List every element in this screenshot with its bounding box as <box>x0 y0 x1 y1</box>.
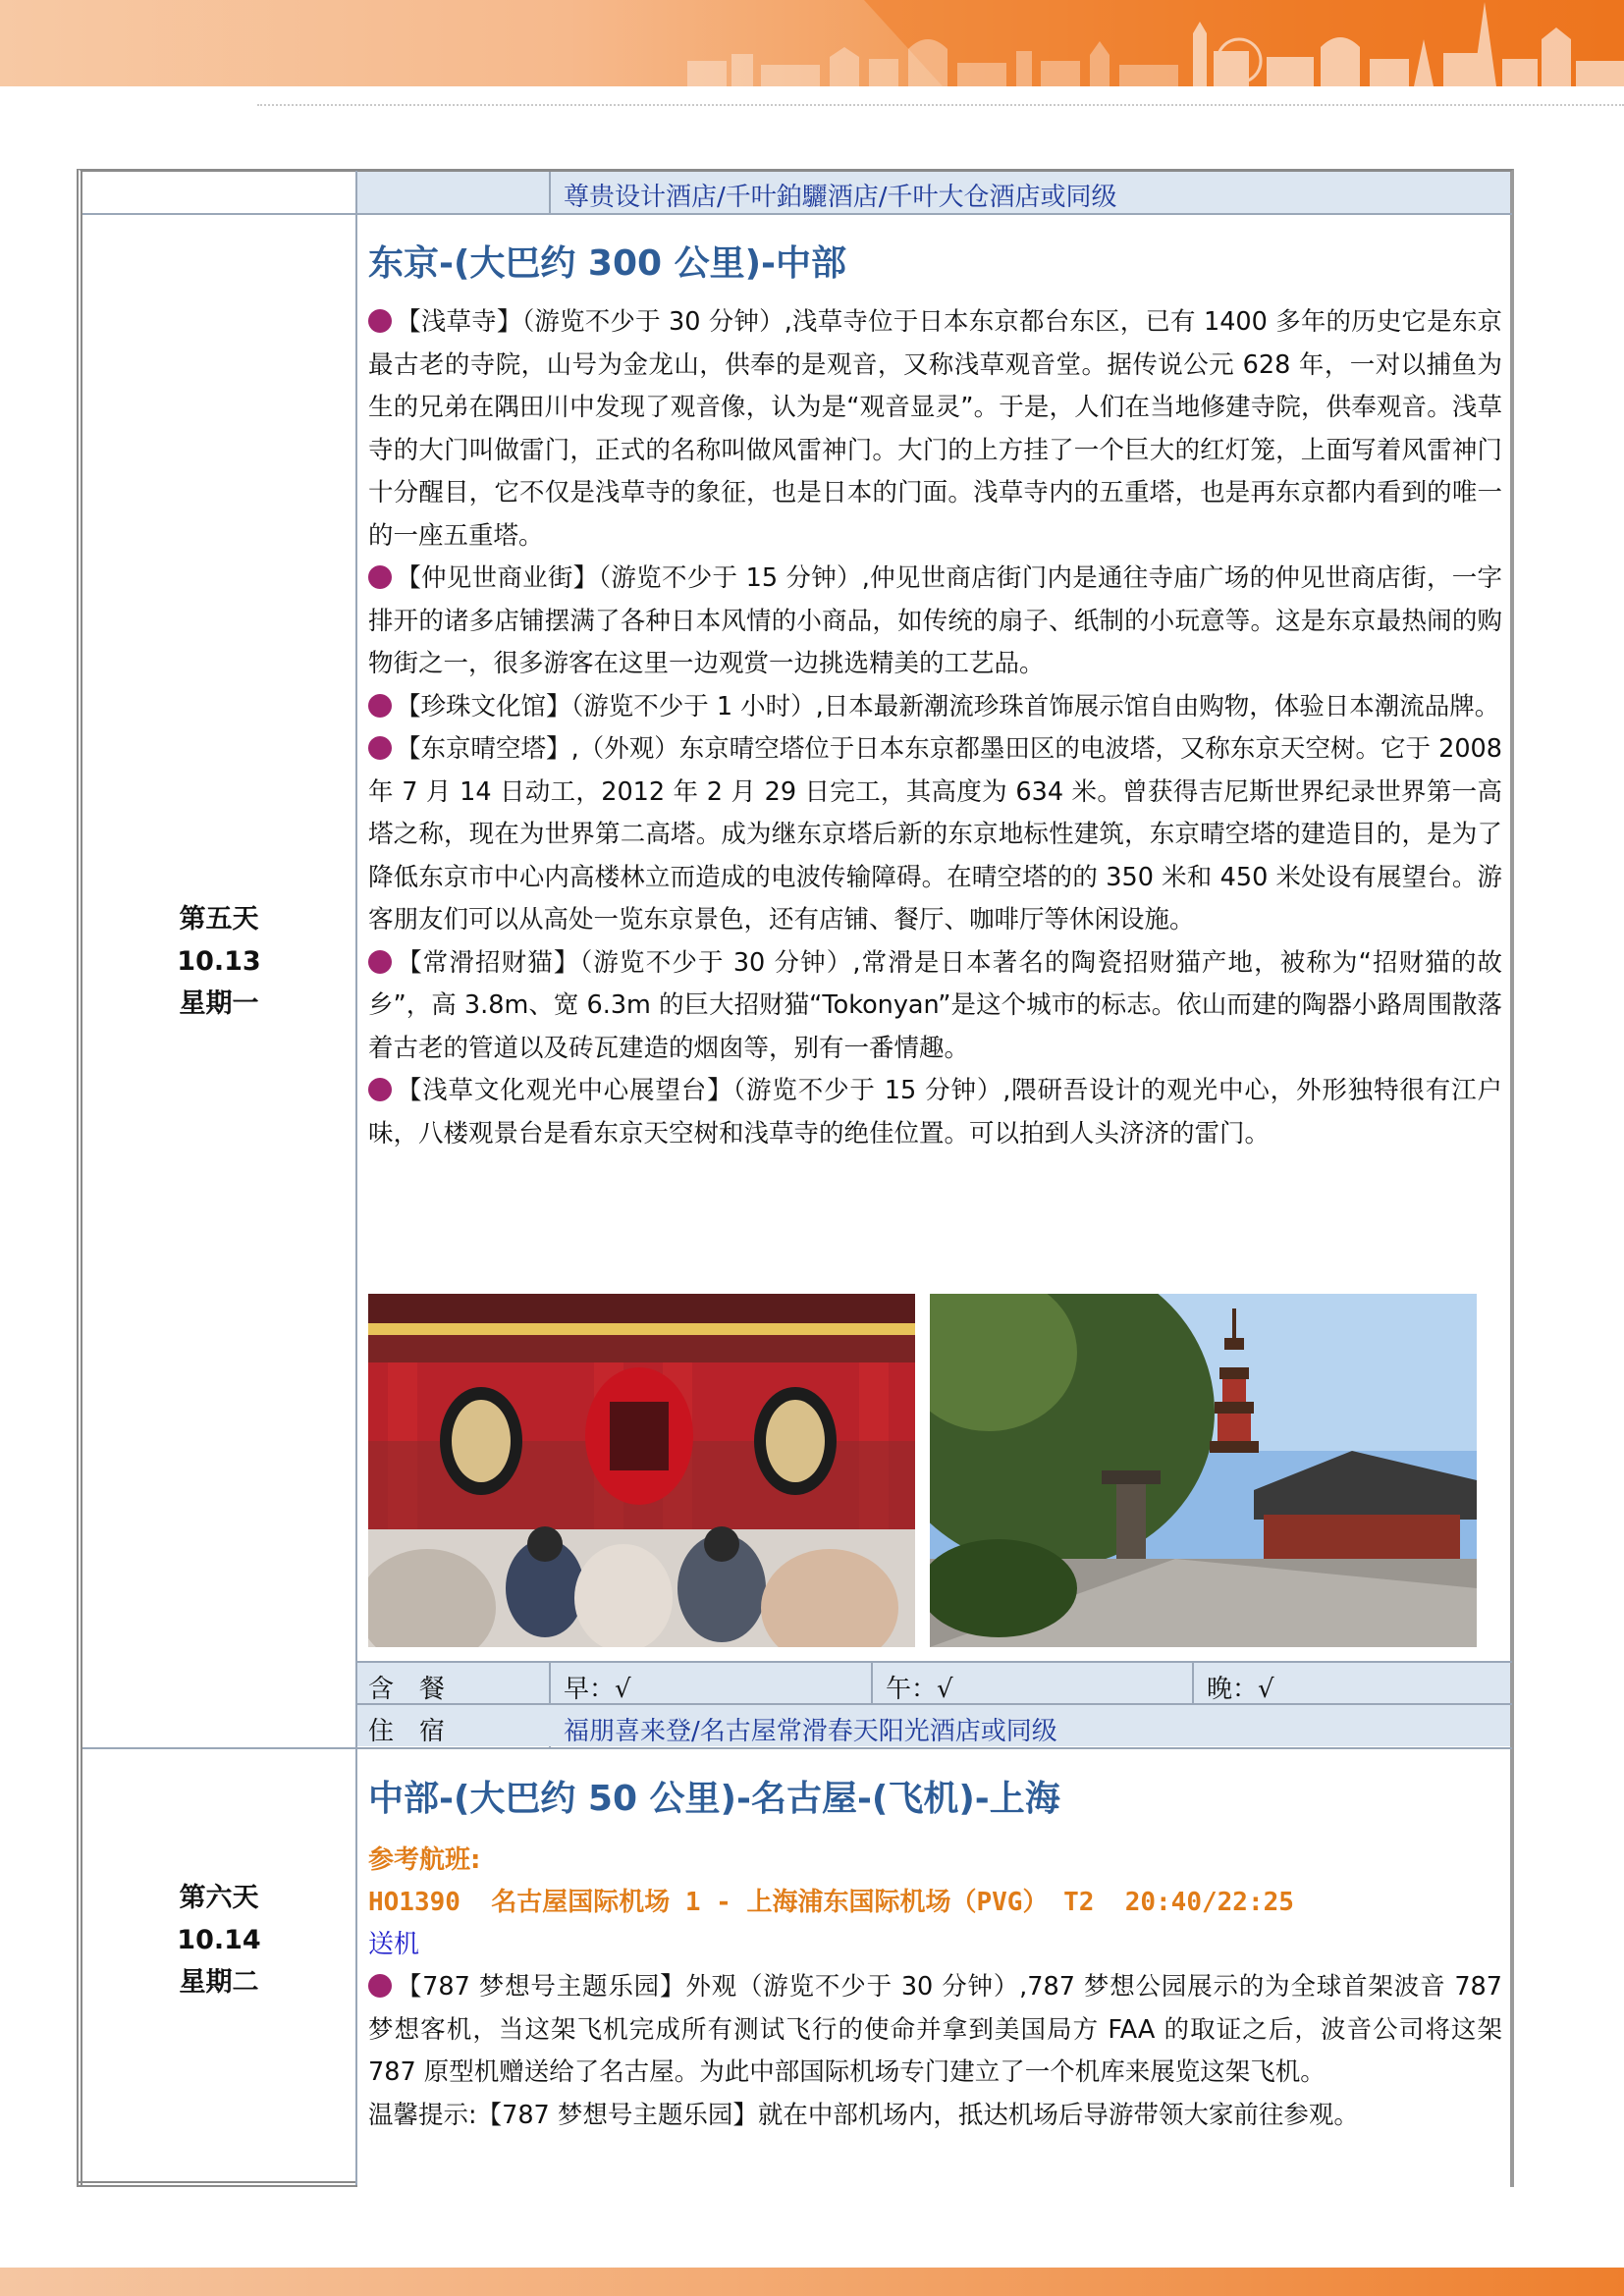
day5-description <box>368 301 1502 1155</box>
photo-kaminarimon-gate <box>368 1294 915 1647</box>
flight-details: HO1390 名古屋国际机场 1 - 上海浦东国际机场（PVG） T2 20:40/22:25 <box>368 1888 1294 1917</box>
column-divider <box>355 171 357 2185</box>
row-divider <box>82 213 1512 215</box>
bullet-icon <box>368 694 392 718</box>
travel-tip: 温馨提示:【787 梦想号主题乐园】就在中部机场内，抵达机场后导游带领大家前往参观。 <box>368 2100 1359 2130</box>
day6-label-block <box>86 1877 352 2003</box>
breakfast-cell: 早：√ <box>564 1675 631 1704</box>
bullet-icon <box>368 950 392 974</box>
photo-five-story-pagoda <box>930 1294 1477 1647</box>
day5-label-block <box>86 898 352 1025</box>
day5-day: 第五天 <box>179 904 259 934</box>
bullet-icon <box>368 309 392 333</box>
attraction-paragraph: 【浅草寺】（游览不少于 30 分钟）,浅草寺位于日本东京都台东区，已有 1400 多年的历史它是东京最古老的寺院，山号为金龙山，供奉的是观音，又称浅草观音堂。据传说公元 628 年，一对以捕鱼为生的兄弟在隅田川中发现了观音像，认为是“观音显灵”。于是，人们在当地修建寺院，供奉观音。浅草寺的大门叫做雷门，正式的名称叫做风雷神门。大门的上方挂了一个巨大的红灯笼，上面写着风雷神门十分醒目，它不仅是浅草寺的象征，也是日本的门面。浅草寺内的五重塔，也是再东京都内看到的唯一的一座五重塔。 <box>368 307 1502 551</box>
meals-label: 含 餐 <box>368 1675 446 1704</box>
bullet-icon <box>368 1974 392 1998</box>
dinner-cell: 晚：√ <box>1207 1675 1274 1704</box>
footer-bar <box>0 2268 1624 2296</box>
day6-weekday: 星期二 <box>179 1967 259 1998</box>
table-bottom-border <box>77 2181 357 2187</box>
attraction-paragraph: 【仲见世商业街】（游览不少于 15 分钟）,仲见世商店街门内是通往寺庙广场的仲见世商店街，一字排开的诸多店铺摆满了各种日本风情的小商品，如传统的扇子、纸制的小玩意等。这是东京最热闹的购物街之一，很多游客在这里一边观赏一边挑选精美的工艺品。 <box>368 563 1502 678</box>
day6-date: 10.14 <box>177 1925 261 1955</box>
day5-route-title: 东京-(大巴约 300 公里)-中部 <box>368 243 847 284</box>
day6-route-title: 中部-(大巴约 50 公里)-名古屋-(飞机)-上海 <box>368 1779 1060 1819</box>
attraction-paragraph: 【珍珠文化馆】（游览不少于 1 小时）,日本最新潮流珍珠首饰展示馆自由购物，体验日本潮流品牌。 <box>368 686 1502 729</box>
attraction-paragraph: 【浅草文化观光中心展望台】（游览不少于 15 分钟）,隈研吾设计的观光中心，外形独特很有江户味，八楼观景台是看东京天空树和浅草寺的绝佳位置。可以拍到人头济济的雷门。 <box>368 1076 1502 1148</box>
airport-transfer: 送机 <box>368 1930 420 1959</box>
attraction-paragraph: 【常滑招财猫】（游览不少于 30 分钟）,常滑是日本著名的陶瓷招财猫产地，被称为“招财猫的故乡”，高 3.8m、宽 6.3m 的巨大招财猫“Tokonyan”是这个城市的标志。依山而建的陶器小路周围散落着古老的管道以及砖瓦建造的烟囱等，别有一番情趣。 <box>368 947 1502 1063</box>
day5-weekday: 星期一 <box>179 988 259 1019</box>
day6-day: 第六天 <box>179 1883 259 1913</box>
bullet-icon <box>368 736 392 760</box>
header-divider <box>257 104 1624 106</box>
flight-reference-label: 参考航班: <box>368 1845 481 1875</box>
row-divider <box>82 1747 1512 1749</box>
cell-divider <box>1192 1663 1194 1703</box>
attraction-paragraph: 【787 梦想号主题乐园】外观（游览不少于 30 分钟）,787 梦想公园展示的为全球首架波音 787 梦想客机，当这架飞机完成所有测试飞行的使命并拿到美国局方 FAA 的取证之后，波音公司将这架 787 原型机赠送给了名古屋。为此中部国际机场专门建立了一个机库来展览这架飞机。 <box>368 1972 1502 2087</box>
city-skyline-graphic <box>0 0 1624 86</box>
day6-description <box>368 1966 1502 2137</box>
top-hotel-name: 尊贵设计酒店/千叶鉑驪酒店/千叶大仓酒店或同级 <box>564 183 1117 212</box>
accommodation-label: 住 宿 <box>368 1717 446 1746</box>
attraction-paragraph: 【东京晴空塔】,（外观）东京晴空塔位于日本东京都墨田区的电波塔，又称东京天空树。它于 2008 年 7 月 14 日动工，2012 年 2 月 29 日完工，其高度为 634 米。曾获得吉尼斯世界纪录世界第一高塔之称，现在为世界第二高塔。成为继东京塔后新的东京地标性建筑，东京晴空塔的建造目的，是为了降低东京市中心内高楼林立而造成的电波传输障碍。在晴空塔的的 350 米和 450 米处设有展望台。游客朋友们可以从高处一览东京景色，还有店铺、餐厅、咖啡厅等休闲设施。 <box>368 734 1503 934</box>
cell-divider <box>871 1663 873 1703</box>
bullet-icon <box>368 565 392 589</box>
cell-divider <box>549 172 551 213</box>
day5-date: 10.13 <box>177 946 261 977</box>
lunch-cell: 午：√ <box>886 1675 953 1704</box>
bullet-icon <box>368 1078 392 1101</box>
day5-hotel-name: 福朋喜来登/名古屋常滑春天阳光酒店或同级 <box>564 1717 1057 1746</box>
header-banner <box>0 0 1624 86</box>
